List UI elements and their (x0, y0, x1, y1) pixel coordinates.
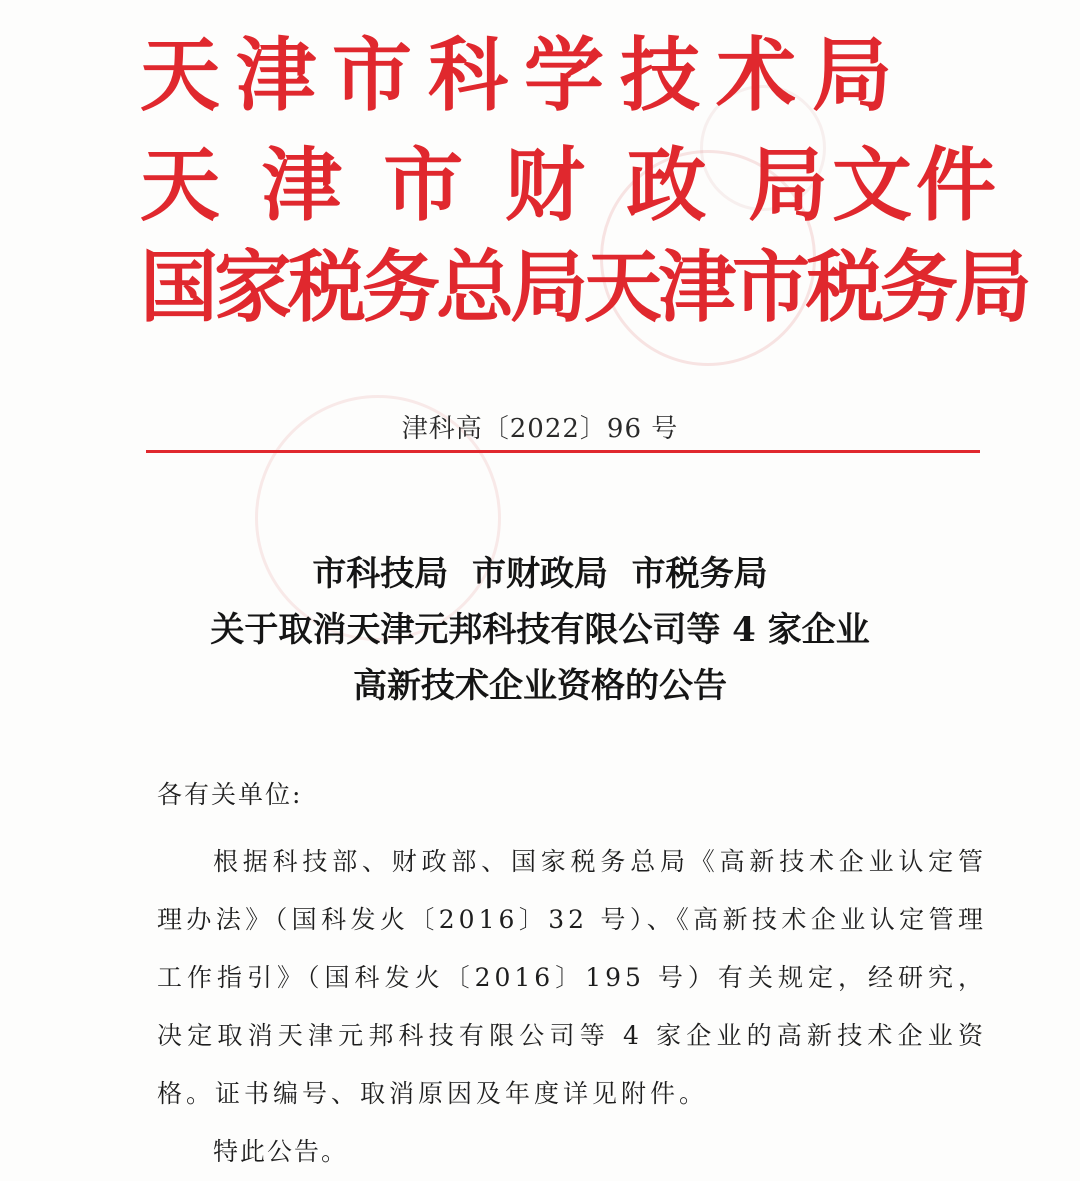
masthead-char: 市 (383, 139, 464, 232)
title-line-issuers: 市科技局 市财政局 市税务局 (312, 554, 768, 594)
announcement-title (0, 546, 1080, 714)
masthead-char: 财 (504, 139, 585, 232)
title-line-subject: 关于取消天津元邦科技有限公司等 4 家企业 (210, 610, 870, 650)
body-paragraph: 根据科技部、财政部、国家税务总局《高新技术企业认定管理办法》（国科发火〔2016〕32 号）、《高新技术企业认定管理工作指引》（国科发火〔2016〕195 号）有关规定，经研究，决定取消天津元邦科技有限公司等 4 家企业的高新技术企业资格。证书编号、取消原因及年度详见附件。 (157, 847, 987, 1108)
closing-line: 特此公告。 (213, 1137, 349, 1166)
salutation: 各有关单位: (157, 780, 303, 809)
title-line-topic: 高新技术企业资格的公告 (353, 666, 727, 706)
red-divider-rule (146, 450, 980, 453)
document-body (157, 775, 987, 1181)
masthead-char: 政 (626, 139, 707, 232)
masthead-char: 局文件 (747, 139, 1000, 232)
masthead-char: 津 (261, 139, 342, 232)
masthead-issuer-finance-bureau (140, 138, 1000, 234)
masthead-char: 天 (140, 139, 220, 232)
masthead-issuer-science-bureau: 天津市科学技术局 (140, 29, 908, 122)
document-number: 津科高〔2022〕96 号 (401, 414, 679, 444)
masthead-issuer-tax-bureau: 国家税务总局天津市税务局 (140, 243, 1029, 333)
